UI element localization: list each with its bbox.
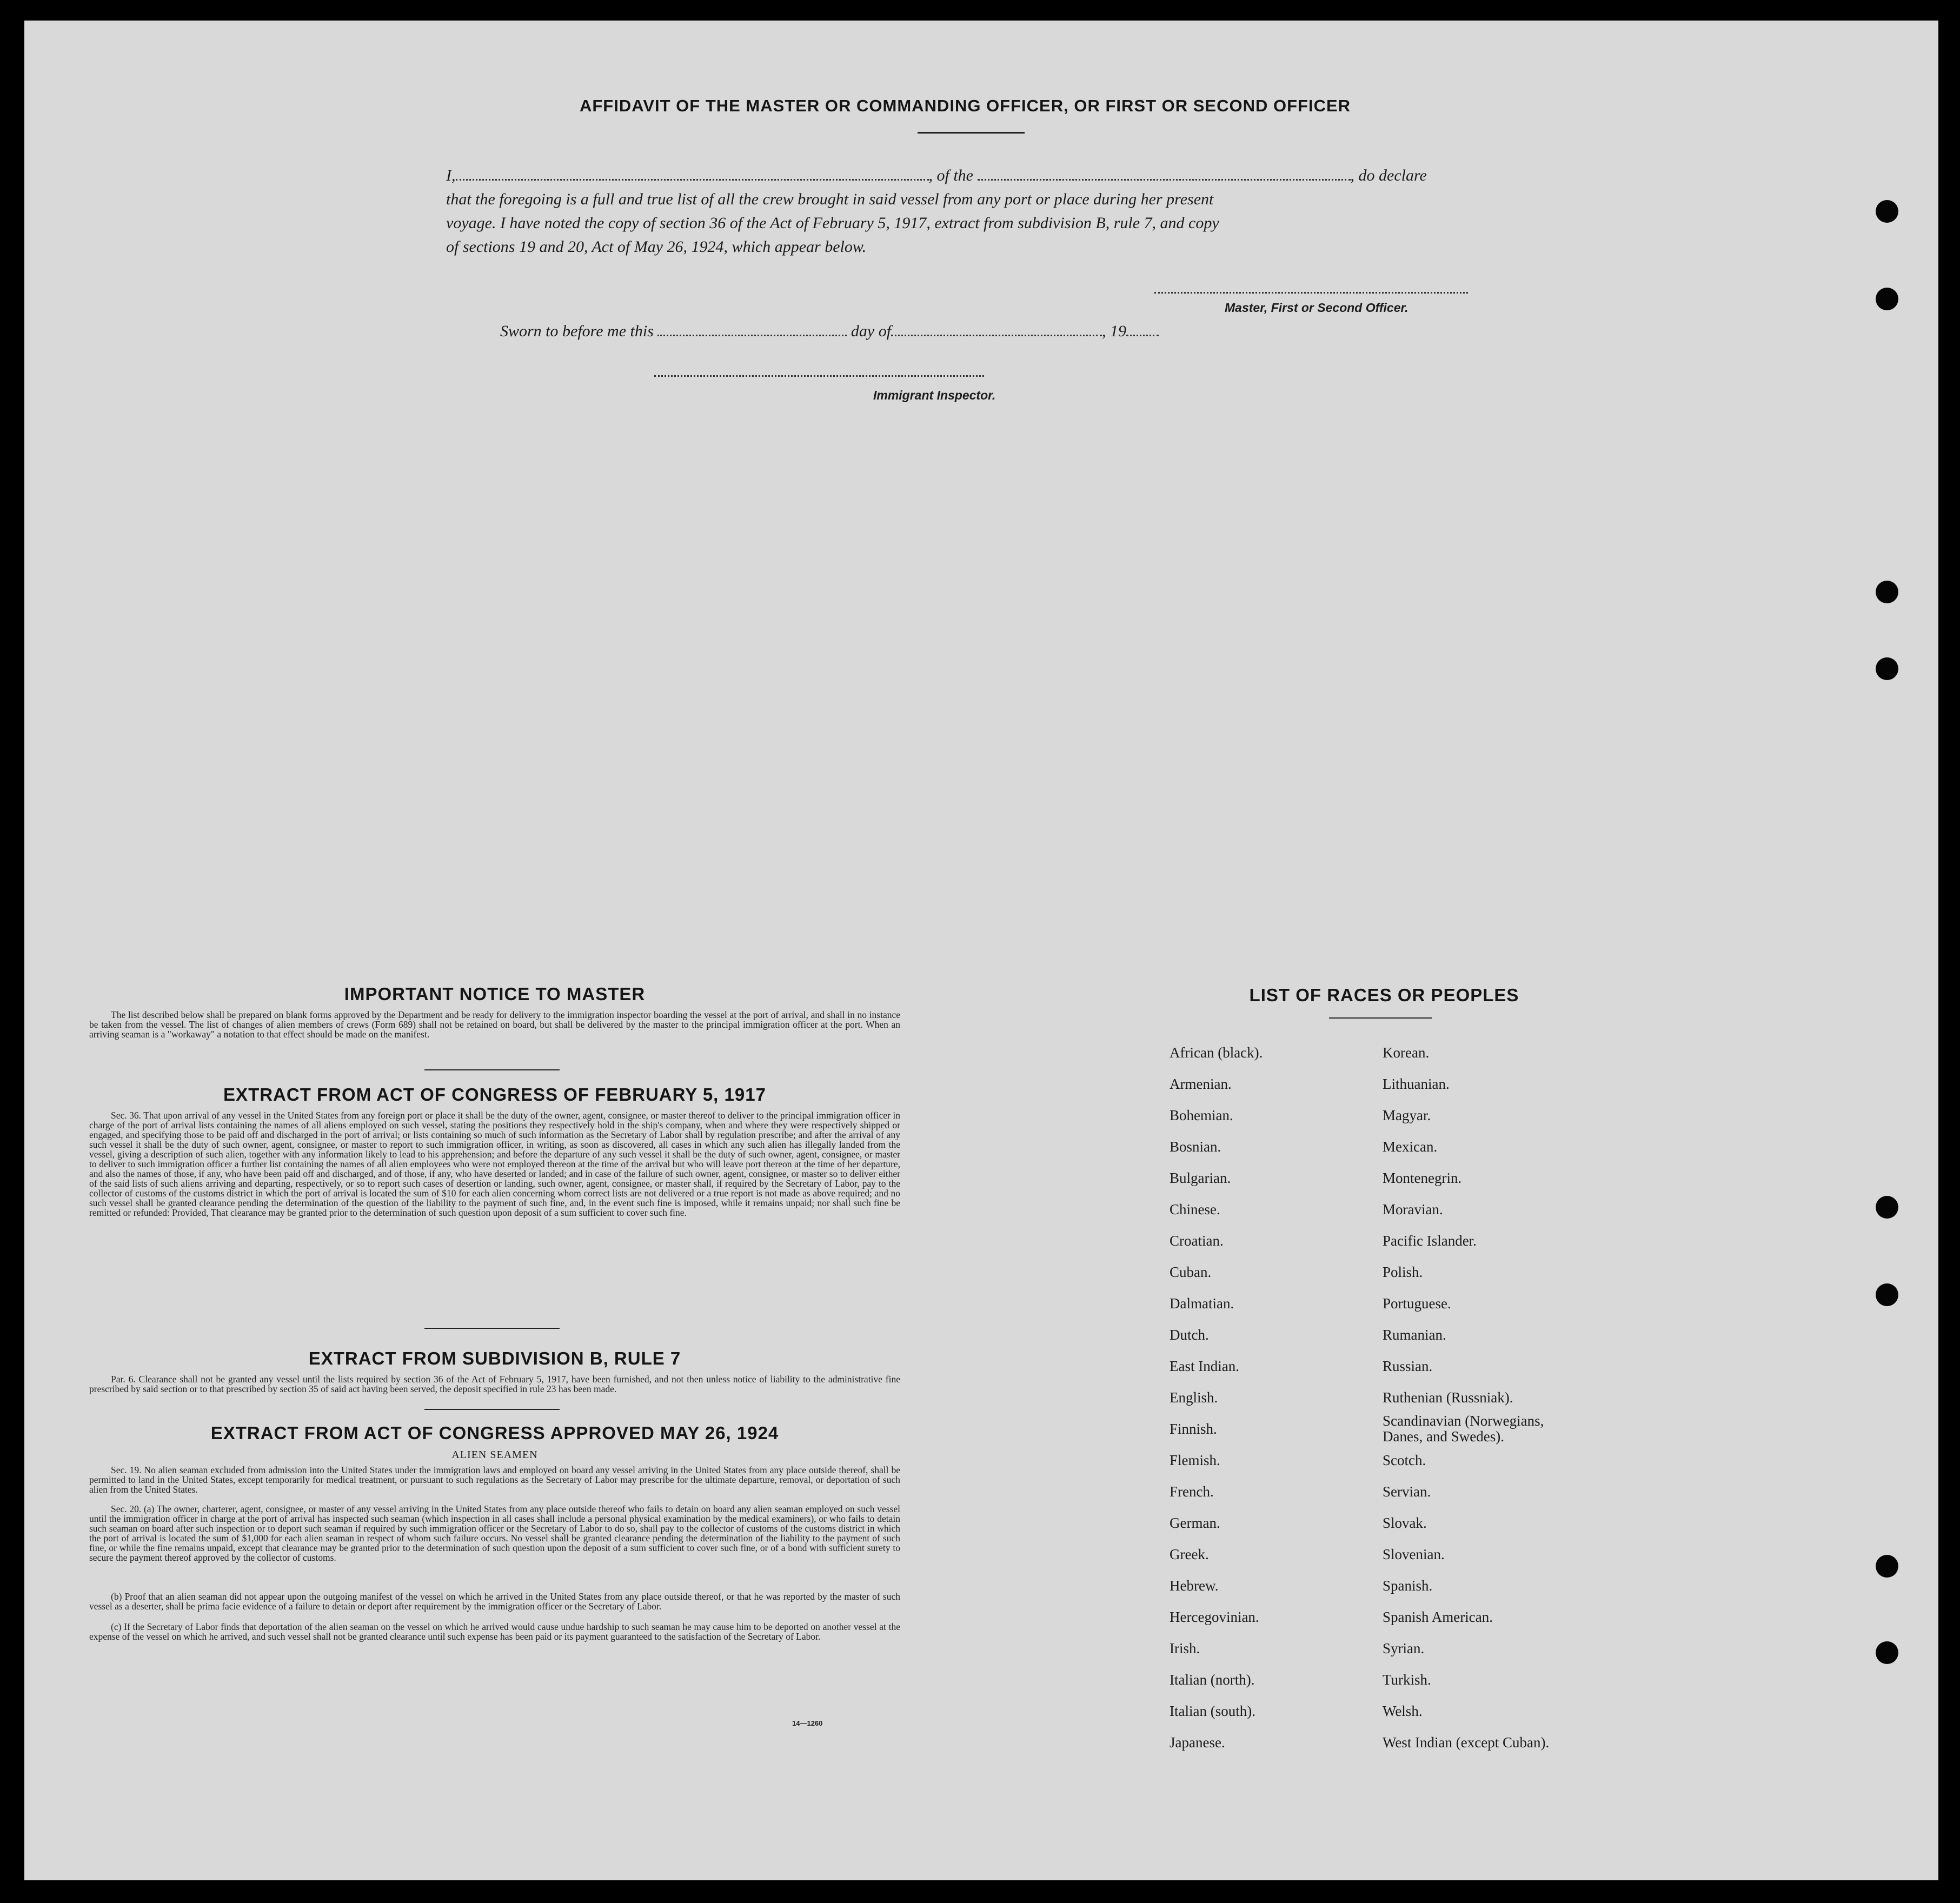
race-item: African (black).	[1170, 1044, 1263, 1061]
race-item: Spanish American.	[1383, 1609, 1493, 1625]
divider	[424, 1409, 560, 1410]
race-item: Bohemian.	[1170, 1107, 1233, 1123]
master-signature-label: Master, First or Second Officer.	[1225, 301, 1408, 315]
sec19-text: Sec. 19. No alien seaman excluded from admission into the United States under the immigration laws and employed on board any vessel arriving in the United States from any place outside thereof, shall be permitted to land in the United States, except temporarily for medical treatment, or pursuant to such regulations as the Secretary of Labor may prescribe for the ultimate departure, removal, or deportation of such alien from the United States.	[89, 1465, 900, 1495]
punch-hole	[1876, 288, 1898, 310]
affidavit-line3: voyage. I have noted the copy of section 36 of the Act of February 5, 1917, extract from subdivision B, rule 7, and copy	[446, 214, 1219, 232]
race-item: Mexican.	[1383, 1139, 1438, 1155]
extract-1917-title: EXTRACT FROM ACT OF CONGRESS OF FEBRUARY 5, 1917	[223, 1084, 766, 1104]
races-title: LIST OF RACES OR PEOPLES	[1249, 985, 1519, 1005]
race-item: Slovak.	[1383, 1515, 1427, 1531]
race-item: Magyar.	[1383, 1107, 1431, 1123]
extract-1924-subtitle: ALIEN SEAMEN	[451, 1449, 538, 1461]
divider	[1329, 1017, 1432, 1019]
races-column-left	[1170, 1037, 1375, 1758]
race-item: Korean.	[1383, 1044, 1430, 1061]
race-item: Bosnian.	[1170, 1139, 1221, 1155]
punch-hole	[1876, 1283, 1898, 1306]
affidavit-of-the: , of the	[928, 167, 973, 184]
race-item: Turkish.	[1383, 1672, 1431, 1688]
races-column-right	[1383, 1037, 1642, 1758]
race-item: Scotch.	[1383, 1452, 1426, 1468]
race-item: Moravian.	[1383, 1201, 1443, 1217]
year-blank[interactable]	[1126, 335, 1159, 336]
race-item: Montenegrin.	[1383, 1170, 1462, 1186]
punch-hole	[1876, 1196, 1898, 1219]
punch-hole	[1876, 657, 1898, 680]
race-item: German.	[1170, 1515, 1220, 1531]
affidavit-line2: that the foregoing is a full and true list of all the crew brought in said vessel from any port or place during her present	[446, 190, 1214, 208]
race-item: Finnish.	[1170, 1421, 1217, 1437]
race-item: French.	[1170, 1483, 1214, 1500]
vessel-blank[interactable]	[978, 179, 1351, 181]
race-item: Servian.	[1383, 1483, 1431, 1500]
race-item: Hebrew.	[1170, 1578, 1219, 1594]
race-item: Japanese.	[1170, 1734, 1225, 1751]
race-item: Dalmatian.	[1170, 1295, 1234, 1312]
form-number: 14—1260	[792, 1719, 823, 1727]
year-label: , 19	[1102, 322, 1127, 340]
race-item: Armenian.	[1170, 1076, 1232, 1092]
sec20a-text: Sec. 20. (a) The owner, charterer, agent, consignee, or master of any vessel arriving in the United States from any place outside thereof who fails to detain on board any alien seaman employed on such vessel until the immigration officer in charge at the port of arrival has inspected such seaman (which inspection in all cases shall include a personal physical examination by the medical examiners), or who fails to detain such seaman on board after such inspection or to deport such seaman if required by such immigration officer or the Secretary of Labor to do so, shall pay to the collector of customs of the customs district in which the port of arrival is located the sum of $1,000 for each alien seaman in respect of whom such failure occurs. No vessel shall be granted clearance pending the determination of the liability to the payment of such fine, or while the fine remains unpaid, except that clearance may be granted prior to the determination of such question upon the deposit of a sum sufficient to cover such fine, or of a bond with sufficient surety to secure the payment thereof approved by the collector of customs.	[89, 1503, 900, 1563]
inspector-label: Immigrant Inspector.	[873, 388, 996, 402]
affidavit-declare: , do declare	[1350, 167, 1427, 184]
race-item: Slovenian.	[1383, 1546, 1445, 1562]
rule7-title: EXTRACT FROM SUBDIVISION B, RULE 7	[308, 1348, 681, 1368]
extract-1917-text: Sec. 36. That upon arrival of any vessel in the United States from any foreign port or place it shall be the duty of the owner, agent, consignee, or master thereof to deliver to the principal immigration officer in charge of the port of arrival lists containing the names of all aliens employed on such vessel, stating the positions they respectively hold in the ship's company, when and where they were respectively shipped or engaged, and specifying those to be paid off and discharged in the port of arrival; or lists containing so much of such information as the Secretary of Labor shall by regulation prescribe; and after the arrival of any such vessel it shall be the duty of such owner, agent, consignee, or master to report to such immigration officer, in writing, as soon as discovered, all cases in which any such alien has illegally landed from the vessel, giving a description of such alien, together with any information likely to lead to his apprehension; and before the departure of any such vessel it shall be the duty of such owner, agent, consignee, or master to deliver to such immigration officer a further list containing the names of all alien employees who were not employed thereon at the time of the arrival but who will leave port thereon at the time of her departure, and also the names of those, if any, who have been paid off and discharged, and of those, if any, who have deserted or landed; and in case of the failure of such owner, agent, consignee, or master so to deliver either of the said lists of such aliens arriving and departing, respectively, or so to report such cases of desertion or landing, such owner, agent, consignee, or master shall, if required by the Secretary of Labor, pay to the collector of customs of the customs district in which the port of arrival is located the sum of $10 for each alien concerning whom correct lists are not delivered or a true report is not made as above required; and no such vessel shall be granted clearance pending the determination of the question of the liability to the payment of such fine, and, in the event such fine is imposed, while it remains unpaid; nor shall such fine be remitted or refunded: Provided, That clearance may be granted prior to the determination of such question upon deposit of a sum sufficient to cover such fine.	[89, 1110, 900, 1218]
race-item: Dutch.	[1170, 1327, 1209, 1343]
notice-text: The list described below shall be prepared on blank forms approved by the Department and be ready for delivery to the immigration inspector boarding the vessel at the port of arrival, and shall in no instance be taken from the vessel. The list of changes of alien members of crews (Form 689) shall not be retained on board, but shall be delivered by the master to the principal immigration officer at the port. When an arriving seaman is a "workaway" a notation to that effect should be made on the manifest.	[89, 1009, 900, 1040]
sec20c-text: (c) If the Secretary of Labor finds that deportation of the alien seaman on the vessel on which he arrived would cause undue hardship to such seaman he may cause him to be deported on another vessel at the expense of the vessel on which he arrived, and such vessel shall not be granted clearance until such expense has been paid or its payment guaranteed to the satisfaction of the Secretary of Labor.	[89, 1621, 900, 1642]
affidavit-line1	[446, 167, 1533, 185]
race-item: Rumanian.	[1383, 1327, 1446, 1343]
name-blank[interactable]	[456, 179, 929, 181]
race-item: East Indian.	[1170, 1358, 1239, 1374]
master-signature-line[interactable]	[1154, 292, 1468, 294]
race-item: Portuguese.	[1383, 1295, 1451, 1312]
divider	[918, 132, 1025, 134]
extract-1924-title: EXTRACT FROM ACT OF CONGRESS APPROVED MAY 26, 1924	[210, 1423, 779, 1443]
race-item: Spanish.	[1383, 1578, 1433, 1594]
month-blank[interactable]	[891, 335, 1102, 336]
affidavit-i: I,	[446, 167, 456, 184]
notice-title: IMPORTANT NOTICE TO MASTER	[344, 984, 646, 1004]
race-item: Chinese.	[1170, 1201, 1220, 1217]
race-item: Hercegovinian.	[1170, 1609, 1259, 1625]
affidavit-title: AFFIDAVIT OF THE MASTER OR COMMANDING OFFICER, OR FIRST OR SECOND OFFICER	[579, 96, 1351, 115]
race-item: Croatian.	[1170, 1233, 1224, 1249]
race-item: Welsh.	[1383, 1703, 1423, 1719]
race-item: Polish.	[1383, 1264, 1423, 1280]
divider	[424, 1069, 560, 1070]
sworn-line	[500, 322, 1159, 341]
race-item: Italian (north).	[1170, 1672, 1255, 1688]
divider	[424, 1328, 560, 1329]
punch-hole	[1876, 1641, 1898, 1664]
race-item: Italian (south).	[1170, 1703, 1255, 1719]
race-item: Pacific Islander.	[1383, 1233, 1477, 1249]
document-page	[24, 21, 1938, 1880]
race-item: Irish.	[1170, 1640, 1200, 1656]
race-item: Scandinavian (Norwegians, Danes, and Swedes).	[1383, 1413, 1544, 1445]
race-item: Greek.	[1170, 1546, 1209, 1562]
race-item: Cuban.	[1170, 1264, 1212, 1280]
day-of-label: day of	[851, 322, 892, 340]
sec20b-text: (b) Proof that an alien seaman did not appear upon the outgoing manifest of the vessel on which he arrived in the United States from any place outside thereof, or that he was reported by the master of such vessel as a deserter, shall be prima facie evidence of a failure to detain or deport after requirement by the immigration officer or the Secretary of Labor.	[89, 1591, 900, 1612]
race-item: English.	[1170, 1389, 1218, 1406]
rule7-text: Par. 6. Clearance shall not be granted any vessel until the lists required by section 36 of the Act of February 5, 1917, have been furnished, and not then unless notice of liability to the administrative fine prescribed by said section or to that prescribed by section 35 of said act having been served, the deposit specified in rule 23 has been made.	[89, 1374, 900, 1394]
punch-hole	[1876, 581, 1898, 603]
race-item: Ruthenian (Russniak).	[1383, 1389, 1513, 1406]
day-blank[interactable]	[657, 335, 847, 336]
race-item: Bulgarian.	[1170, 1170, 1231, 1186]
punch-hole	[1876, 1555, 1898, 1578]
sworn-label: Sworn to before me this	[500, 322, 654, 340]
race-item: Russian.	[1383, 1358, 1433, 1374]
inspector-signature-line[interactable]	[654, 375, 984, 377]
race-item: Syrian.	[1383, 1640, 1425, 1656]
race-item: West Indian (except Cuban).	[1383, 1734, 1550, 1751]
race-item: Flemish.	[1170, 1452, 1220, 1468]
affidavit-line4: of sections 19 and 20, Act of May 26, 1924, which appear below.	[446, 238, 867, 256]
race-item: Lithuanian.	[1383, 1076, 1450, 1092]
punch-hole	[1876, 200, 1898, 223]
